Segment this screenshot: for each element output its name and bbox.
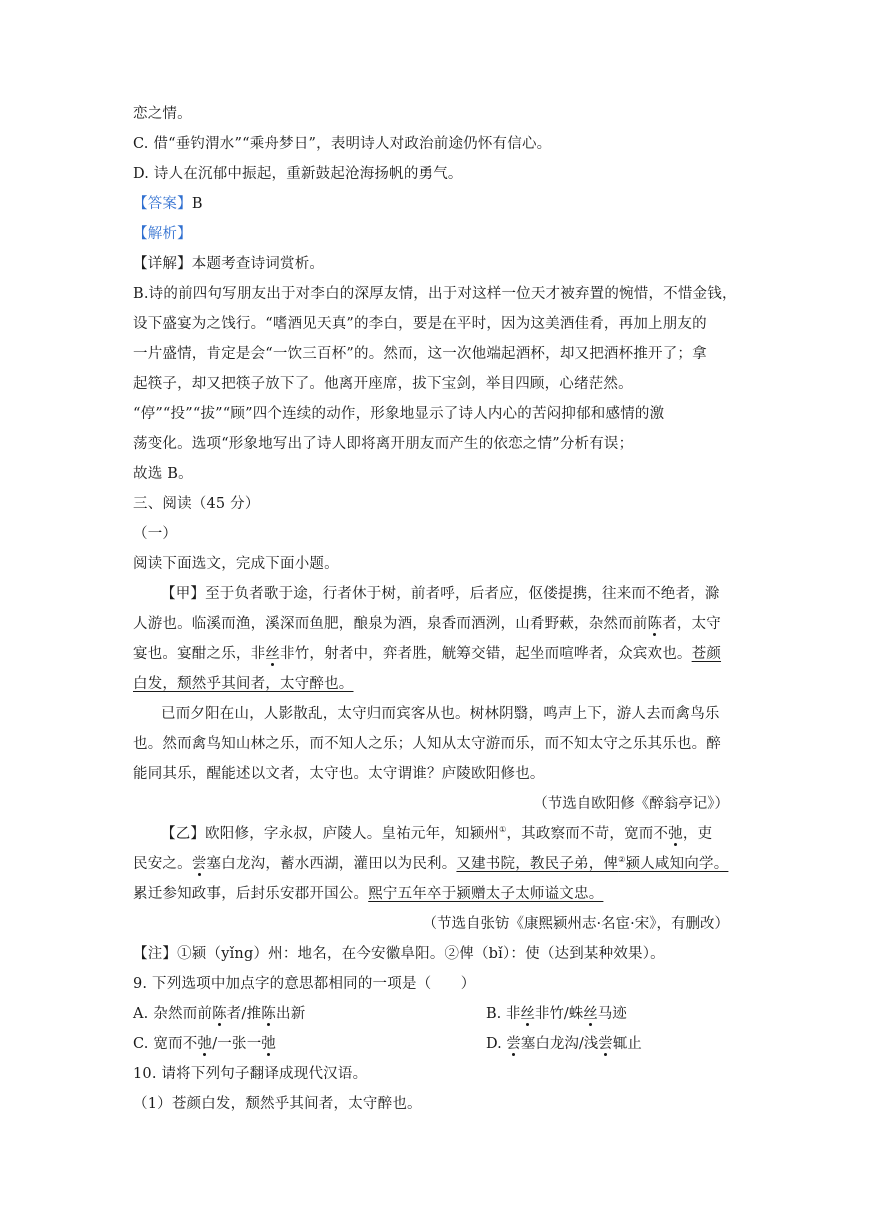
- question-10-item-1: （1）苍颜白发，颓然乎其间者，太守醉也。: [133, 1096, 422, 1112]
- analysis-tag: 【解析】: [133, 226, 192, 242]
- explain-line: 一片盛情，肯定是会“一饮三百杯”的。然而，这一次他端起酒杯，却又把酒杯推开了；拿: [133, 346, 707, 362]
- dotted-char: 丝: [583, 1006, 598, 1022]
- subsection-heading: （一）: [133, 526, 178, 542]
- answer-value: B: [191, 196, 203, 212]
- dotted-char: 弛: [668, 826, 683, 842]
- underlined-text: 熙宁五年卒于颍赠太子太师谥文忠。: [368, 886, 604, 902]
- question-9: 9. 下列选项中加点字的意思都相同的一项是（ ）: [133, 976, 476, 992]
- passage-jia-line: 已而夕阳在山，人影散乱，太守归而宾客从也。树林阴翳，鸣声上下，游人去而禽鸟乐: [161, 706, 720, 722]
- instruction-line: 阅读下面选文，完成下面小题。: [133, 556, 339, 572]
- dotted-char: 弛: [197, 1036, 213, 1052]
- option-c: C. 借“垂钓渭水”“乘舟梦日”，表明诗人对政治前途仍怀有信心。: [133, 136, 552, 152]
- explain-line: 起筷子，却又把筷子放下了。他离开座席，拔下宝剑，举目四顾，心绪茫然。: [133, 376, 633, 392]
- answer-tag: 【答案】: [133, 196, 192, 212]
- dotted-char: 丝: [265, 646, 281, 662]
- dotted-char: 陈: [261, 1006, 276, 1022]
- dotted-char: 尝: [506, 1036, 521, 1052]
- underlined-text: 苍颜: [691, 646, 722, 662]
- dotted-char: 丝: [520, 1006, 535, 1022]
- option-d: D. 诗人在沉郁中振起，重新鼓起沧海扬帆的勇气。: [133, 166, 463, 182]
- passage-jia-line: 【甲】至于负者歌于途，行者休于树，前者呼，后者应，伛偻提携，往来而不绝者，滁: [161, 586, 720, 602]
- dotted-char: 尝: [191, 856, 207, 872]
- detail-line: 【详解】本题考查诗词赏析。: [133, 256, 325, 272]
- underlined-text: 白发，颓然乎其间者，太守醉也。: [133, 676, 354, 692]
- passage-jia-line: 宴也。宴酣之乐，非丝非竹，射者中，弈者胜，觥筹交错，起坐而喧哗者，众宾欢也。苍颜: [133, 646, 722, 662]
- question-10: 10. 请将下列句子翻译成现代汉语。: [133, 1066, 368, 1082]
- passage-yi-line: 民安之。尝塞白龙沟，蓄水西湖，灌田以为民利。又建书院，教民子弟，俾②颍人咸知向学。: [133, 855, 729, 872]
- text-line: 恋之情。: [133, 106, 192, 122]
- source-citation: （节选自张钫《康熙颍州志·名宦·宋》，有删改）: [422, 916, 729, 932]
- conclusion-line: 故选 B。: [133, 466, 193, 482]
- q9-option-a: A. 杂然而前陈者/推陈出新: [133, 1006, 306, 1022]
- passage-yi-line: 【乙】欧阳修，字永叔，庐陵人。皇祐元年，知颍州①，其政察而不苛，宽而不弛，吏: [161, 825, 713, 842]
- source-citation: （节选自欧阳修《醉翁亭记》）: [533, 796, 729, 812]
- dotted-char: 弛: [261, 1036, 277, 1052]
- q9-option-b: B. 非丝非竹/蛛丝马迹: [486, 1006, 627, 1022]
- dotted-char: 尝: [598, 1036, 613, 1052]
- passage-jia-line: 人游也。临溪而渔，溪深而鱼肥，酿泉为酒，泉香而酒洌，山肴野蔌，杂然而前陈者，太守: [133, 616, 722, 632]
- footnote-marker: ②: [618, 855, 626, 865]
- passage-yi-line: 累迁参知政事，后封乐安郡开国公。熙宁五年卒于颍赠太子太师谥文忠。: [133, 886, 604, 902]
- section-heading: 三、阅读（45 分）: [133, 496, 260, 512]
- q9-option-c: C. 宽而不弛/一张一弛: [133, 1036, 277, 1052]
- passage-jia-line: 也。然而禽鸟知山林之乐，而不知人之乐；人知从太守游而乐，而不知太守之乐其乐也。醉: [133, 736, 721, 752]
- explain-line: 设下盛宴为之饯行。“嗜酒见天真”的李白，要是在平时，因为这美酒佳肴，再加上朋友的: [133, 316, 707, 332]
- explain-line: “停”“投”“拔”“顾”四个连续的动作，形象地显示了诗人内心的苦闷抑郁和感情的激: [133, 406, 665, 422]
- dotted-char: 陈: [647, 616, 663, 632]
- q9-option-d: D. 尝塞白龙沟/浅尝辄止: [486, 1036, 642, 1052]
- passage-jia-line: [133, 674, 354, 694]
- footnote-line: 【注】①颍（yǐng）州：地名，在今安徽阜阳。②俾（bǐ）：使（达到某种效果）。: [133, 946, 665, 962]
- underlined-text: 又建书院，教民子弟，俾②颍人咸知向学。: [456, 855, 729, 872]
- footnote-marker: ①: [499, 825, 507, 835]
- dotted-char: 陈: [212, 1006, 227, 1022]
- answer-line: [133, 194, 203, 214]
- passage-jia-line: 能同其乐，醒能述以文者，太守也。太守谓谁？庐陵欧阳修也。: [133, 766, 545, 782]
- explain-line: B.诗的前四句写朋友出于对李白的深厚友情，出于对这样一位天才被弃置的惋惜，不惜金钱，: [133, 286, 737, 302]
- explain-line: 荡变化。选项“形象地写出了诗人即将离开朋友而产生的依恋之情”分析有误；: [133, 436, 634, 452]
